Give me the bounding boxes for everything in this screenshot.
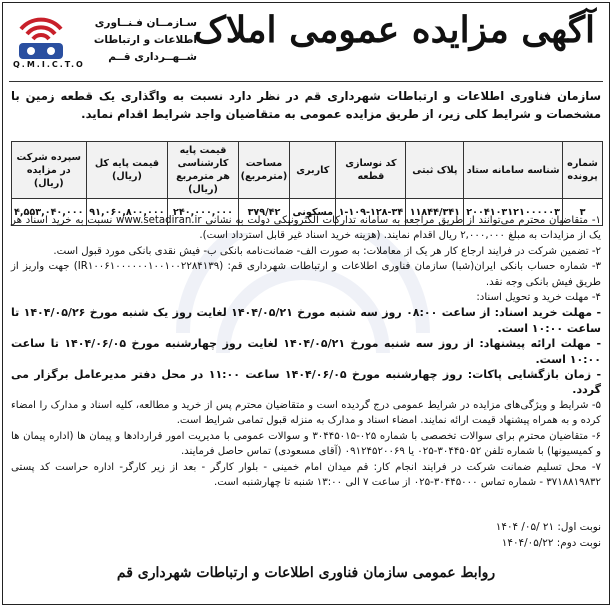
divider <box>9 81 603 82</box>
condition-item: ۴- مهلت خرید و تحویل اسناد: <box>476 292 601 304</box>
col-header: مساحت (مترمربع) <box>238 142 290 199</box>
table-cell: ۴,۵۵۳,۰۴۰,۰۰۰ <box>12 199 87 226</box>
table-cell: ۱۱۸۴۴/۳۴۱ <box>406 199 464 226</box>
page-title: آگهی مزایده عمومی املاک <box>193 9 595 51</box>
table-cell: ۳۷۹/۴۲ <box>238 199 290 226</box>
col-header: قیمت پایه کل (ریال) <box>86 142 168 199</box>
table-cell: ۲۰۰۴۱۰۳۱۲۱۰۰۰۰۰۳ <box>464 199 563 226</box>
condition-item: ۶- متقاضیان محترم برای سوالات تخصصی با شماره ۰۲۵-۳۰۴۴۵۰۱۵ و سوالات عمومی با مدیریت امور قراردادها و پیمان ها (اداره پیمان ها و کمیسیونها) با شماره تلفن ۳۰۴۴۵۰۵۲-۰۲۵ یا ۰۹۱۲۴۵۲۰۰۶۹ (آقای مسعودی) تماس حاصل فرمایند. <box>11 430 601 458</box>
col-header: سپرده شرکت در مزایده (ریال) <box>12 142 87 199</box>
notice-sheet <box>2 2 610 605</box>
col-header: کد نوسازی قطعه <box>336 142 406 199</box>
intro-paragraph: سازمان فناوری اطلاعات و ارتباطات شهرداری قم در نظر دارد نسبت به واگذاری یک قطعه زمین با مشخصات و شرایط کلی زیر، از طریق مزایده عمومی به متقاضیان واجد شرایط اقدام نماید. <box>11 89 601 121</box>
organization-logo <box>9 7 199 75</box>
condition-item: ۲- تضمین شرکت در فرایند ارجاع کار هر یک از معاملات: به صورت الف- ضمانت‌نامه بانکی ب- فیش نقدی بانکی مورد قبول است. <box>53 245 601 257</box>
table-header-row <box>12 142 603 199</box>
opening-time: - زمان بازگشایی پاکات: روز چهارشنبه مورخ ۱۴۰۴/۰۶/۰۵ ساعت ۱۱:۰۰ در محل دفتر مدیرعامل برگزار می گردد. <box>11 368 602 397</box>
col-header: شناسه سامانه ستاد <box>464 142 563 199</box>
second-publication: نوبت دوم: ۱۴۰۴/۰۵/۲۲ <box>501 537 601 549</box>
col-header: کاربری <box>290 142 336 199</box>
deadline-submit: - مهلت ارائه پیشنهاد: از روز سه شنبه مورخ ۱۴۰۴/۰۵/۲۱ لغایت روز چهارشنبه مورخ ۱۴۰۴/۰۶/۰۵ تا ساعت ۱۰:۰۰ است. <box>11 337 602 366</box>
condition-item: ۳- شماره حساب بانکی ایران(شبا) سازمان فناوری اطلاعات و ارتباطات شهرداری قم: (IR۱۰۰۶۱۰۰۰۰۰۰۱۰۰۱۰۰۲۲۸۴۱۳۹) جهت واریز از طریق فیش بانکی وجه نقد. <box>11 261 602 288</box>
org-line-3: شــهــرداری قــم <box>108 51 197 63</box>
org-line-1: سـازمــان فـنــاوری <box>94 17 197 29</box>
table-cell: ۲۴۰,۰۰۰,۰۰۰ <box>168 199 238 226</box>
footer-signature: روابط عمومی سازمان فناوری اطلاعات و ارتباطات شهرداری قم <box>116 565 496 581</box>
condition-item: ۷- محل تسلیم ضمانت شرکت در فرایند انجام کار: قم میدان امام خمینی - بلوار کارگر - بعد از زیر کارگر- اداره حراست کد پستی ۳۷۱۸۸۱۹۸۳۲ - شماره تماس ۳۰۴۴۵۰۰۰-۰۲۵ از ساعت ۷ الی ۱۳:۰۰ شنبه تا چهارشنبه است. <box>11 461 601 488</box>
first-publication: نوبت اول: ۲۱ /۰۵/ ۱۴۰۴ <box>495 521 601 533</box>
col-header: قیمت پایه کارشناسی هر مترمربع (ریال) <box>168 142 238 199</box>
publication-dates <box>496 519 601 551</box>
org-line-2: اطلاعات و ارتباطات <box>93 34 197 46</box>
condition-item: ۱- متقاضیان محترم می‌توانند از طریق مراجعه به سامانه تدارکات الکترونیکی دولت به نشانی www.setadiran.ir نسبت به خرید اسناد هر یک از مزایدات به مبلغ ۲,۰۰۰,۰۰۰ ریال اقدام نمایند. (هزینه خرید اسناد غیر قابل استرداد است). <box>11 215 601 242</box>
header <box>3 3 609 79</box>
table-cell: ۱-۱۰۹-۱۲۸-۳۴ <box>336 199 406 226</box>
conditions-section <box>11 213 601 490</box>
table-cell: مسکونی <box>290 199 336 226</box>
table-cell: ۳ <box>563 199 603 226</box>
organization-name <box>94 15 197 66</box>
deadline-buy: - مهلت خرید اسناد: از ساعت ۰۸:۰۰ روز سه شنبه مورخ ۱۴۰۴/۰۵/۲۱ لغایت روز یک شنبه مورخ ۱۴۰۴/۰۵/۲۶ تا ساعت ۱۰:۰۰ است. <box>11 306 602 335</box>
condition-item: ۵- شرایط و ویژگی‌های مزایده در شرایط عمومی درج گردیده است و متقاضیان محترم پس از خرید و مطالعه، کلیه اسناد و مدارک را امضاء کرده و به همراه پیشنهاد قیمت ارائه نمایند. امضاء اسناد و مدارک به منزله قبول تمامی شرایط است. <box>11 399 601 427</box>
col-header: پلاک ثبتی <box>406 142 464 199</box>
logo-code: Q.M.I.C.T.O <box>13 60 85 69</box>
col-header: شماره پرونده <box>563 142 603 199</box>
table-cell: ۹۱,۰۶۰,۸۰۰,۰۰۰ <box>86 199 168 226</box>
